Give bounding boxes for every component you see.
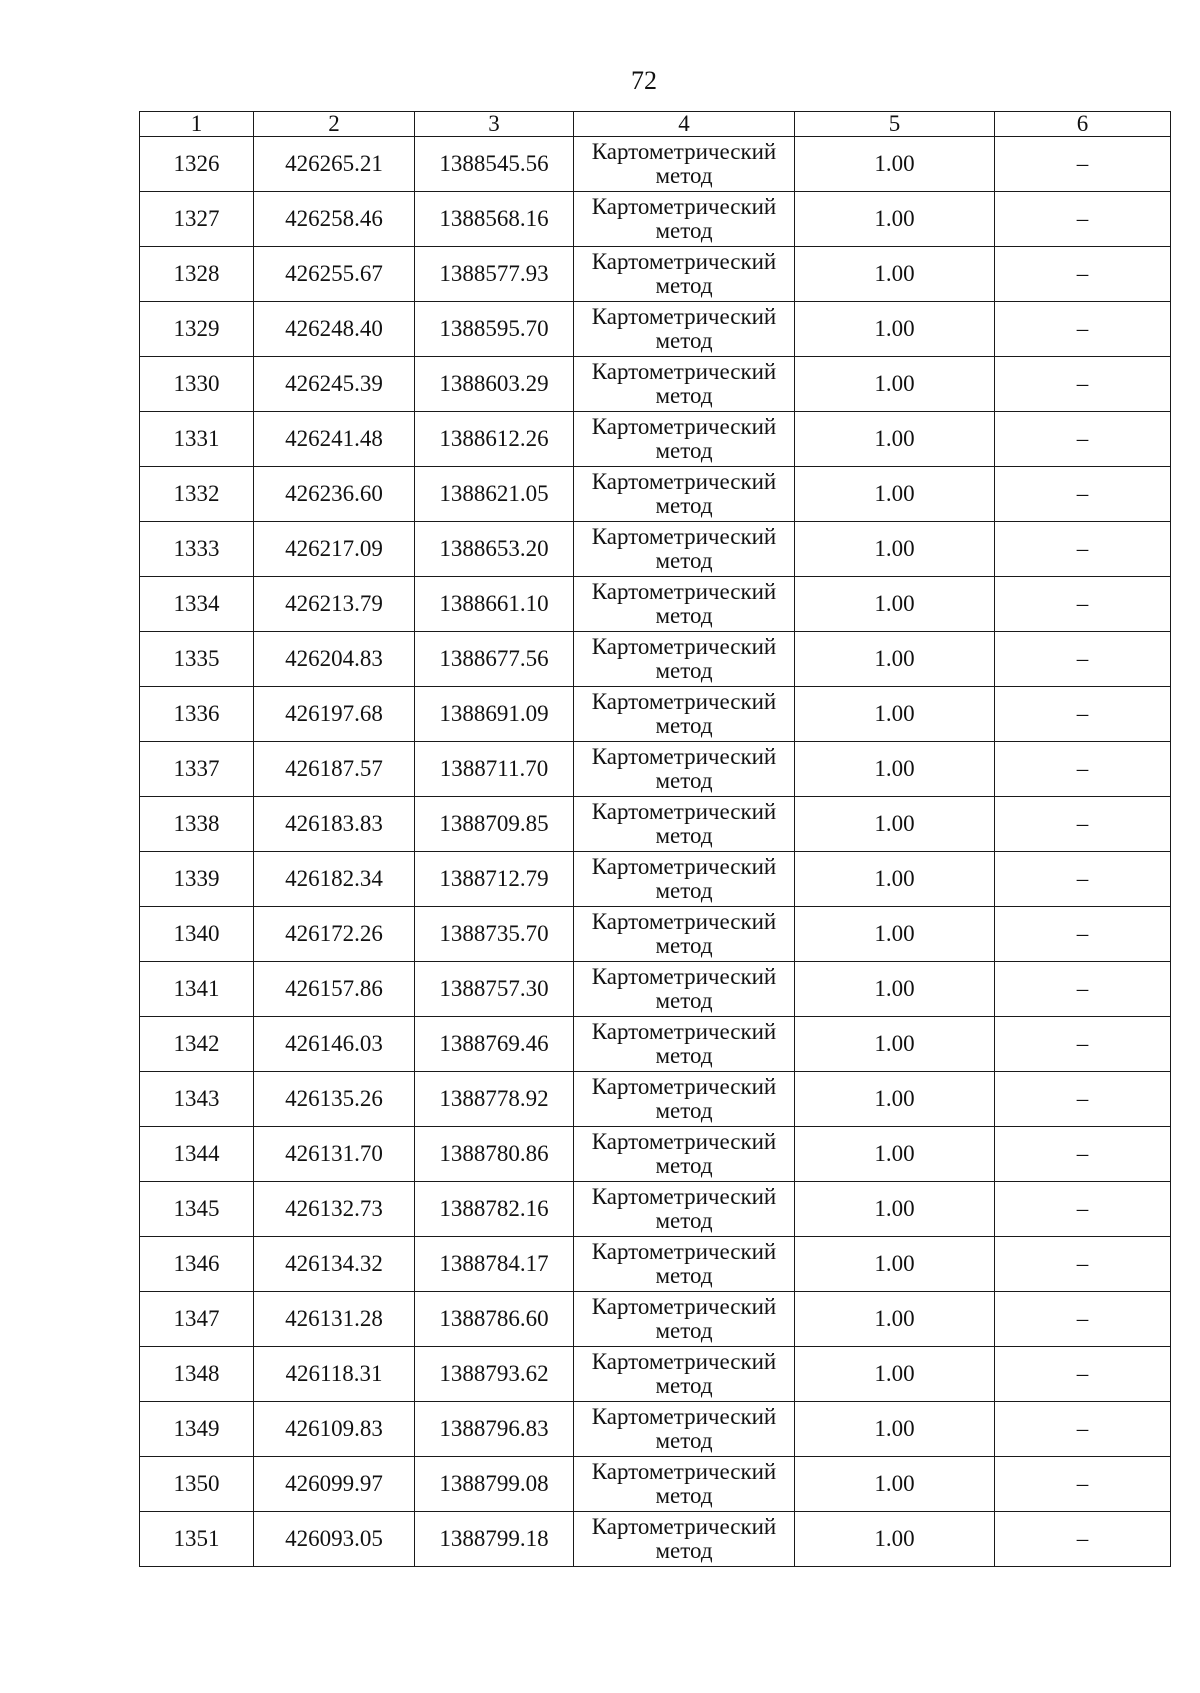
table-row [140,1072,1171,1127]
method-line-1: Картометрический [591,1459,777,1484]
method-line-1: Картометрический [591,1294,777,1319]
table-row [140,1292,1171,1347]
point-number-cell: 1349 [140,1402,254,1457]
point-number-cell: 1347 [140,1292,254,1347]
note-cell: – [995,412,1171,467]
y-coordinate-cell: 1388595.70 [415,302,574,357]
accuracy-cell: 1.00 [795,742,995,797]
x-coordinate-cell: 426217.09 [254,522,415,577]
method-line-2: метод [655,438,713,463]
y-coordinate-cell: 1388735.70 [415,907,574,962]
point-number-cell: 1326 [140,137,254,192]
table-row [140,797,1171,852]
point-number-cell: 1343 [140,1072,254,1127]
note-cell: – [995,687,1171,742]
table-row [140,412,1171,467]
method-cell [574,962,795,1017]
table-body [140,137,1171,1567]
table-row [140,522,1171,577]
note-cell: – [995,852,1171,907]
method-cell [574,1072,795,1127]
point-number-cell: 1341 [140,962,254,1017]
y-coordinate-cell: 1388712.79 [415,852,574,907]
accuracy-cell: 1.00 [795,797,995,852]
note-cell: – [995,1512,1171,1567]
method-line-2: метод [655,658,713,683]
method-line-1: Картометрический [591,689,777,714]
method-line-1: Картометрический [591,909,777,934]
method-cell [574,632,795,687]
accuracy-cell: 1.00 [795,962,995,1017]
column-header-4: 4 [574,112,795,137]
note-cell: – [995,1237,1171,1292]
x-coordinate-cell: 426236.60 [254,467,415,522]
note-cell: – [995,1182,1171,1237]
x-coordinate-cell: 426248.40 [254,302,415,357]
y-coordinate-cell: 1388793.62 [415,1347,574,1402]
note-cell: – [995,302,1171,357]
method-line-1: Картометрический [591,854,777,879]
y-coordinate-cell: 1388661.10 [415,577,574,632]
table-header [140,112,1171,137]
table-row [140,907,1171,962]
y-coordinate-cell: 1388612.26 [415,412,574,467]
x-coordinate-cell: 426132.73 [254,1182,415,1237]
y-coordinate-cell: 1388799.08 [415,1457,574,1512]
method-line-2: метод [655,823,713,848]
table-row [140,577,1171,632]
point-number-cell: 1348 [140,1347,254,1402]
accuracy-cell: 1.00 [795,247,995,302]
note-cell: – [995,742,1171,797]
method-line-1: Картометрический [591,1404,777,1429]
column-header-5: 5 [795,112,995,137]
y-coordinate-cell: 1388786.60 [415,1292,574,1347]
point-number-cell: 1329 [140,302,254,357]
table-row [140,687,1171,742]
x-coordinate-cell: 426118.31 [254,1347,415,1402]
accuracy-cell: 1.00 [795,907,995,962]
method-line-1: Картометрический [591,304,777,329]
method-line-2: метод [655,1208,713,1233]
method-line-2: метод [655,1538,713,1563]
method-line-2: метод [655,1043,713,1068]
x-coordinate-cell: 426245.39 [254,357,415,412]
method-line-2: метод [655,1318,713,1343]
method-line-2: метод [655,1373,713,1398]
method-cell [574,907,795,962]
header-row [140,112,1171,137]
x-coordinate-cell: 426135.26 [254,1072,415,1127]
accuracy-cell: 1.00 [795,577,995,632]
y-coordinate-cell: 1388577.93 [415,247,574,302]
method-line-1: Картометрический [591,1074,777,1099]
table-row [140,357,1171,412]
y-coordinate-cell: 1388603.29 [415,357,574,412]
note-cell: – [995,467,1171,522]
accuracy-cell: 1.00 [795,632,995,687]
method-line-1: Картометрический [591,744,777,769]
method-line-1: Картометрический [591,414,777,439]
accuracy-cell: 1.00 [795,522,995,577]
table-row [140,632,1171,687]
method-cell [574,302,795,357]
method-cell [574,1347,795,1402]
method-line-2: метод [655,493,713,518]
method-cell [574,1237,795,1292]
table-row [140,1512,1171,1567]
method-line-1: Картометрический [591,1514,777,1539]
column-header-1: 1 [140,112,254,137]
table-row [140,742,1171,797]
coordinates-table [139,111,1171,1567]
method-line-1: Картометрический [591,1019,777,1044]
point-number-cell: 1340 [140,907,254,962]
note-cell: – [995,1072,1171,1127]
x-coordinate-cell: 426093.05 [254,1512,415,1567]
method-line-2: метод [655,713,713,738]
note-cell: – [995,1402,1171,1457]
method-line-2: метод [655,988,713,1013]
note-cell: – [995,137,1171,192]
x-coordinate-cell: 426109.83 [254,1402,415,1457]
table-row [140,1347,1171,1402]
point-number-cell: 1335 [140,632,254,687]
note-cell: – [995,1457,1171,1512]
method-line-2: метод [655,768,713,793]
point-number-cell: 1346 [140,1237,254,1292]
x-coordinate-cell: 426197.68 [254,687,415,742]
method-cell [574,1017,795,1072]
column-header-6: 6 [995,112,1171,137]
table-row [140,1237,1171,1292]
x-coordinate-cell: 426183.83 [254,797,415,852]
accuracy-cell: 1.00 [795,412,995,467]
x-coordinate-cell: 426255.67 [254,247,415,302]
method-line-1: Картометрический [591,139,777,164]
method-cell [574,357,795,412]
table-row [140,247,1171,302]
method-cell [574,852,795,907]
point-number-cell: 1344 [140,1127,254,1182]
point-number-cell: 1330 [140,357,254,412]
accuracy-cell: 1.00 [795,357,995,412]
note-cell: – [995,577,1171,632]
note-cell: – [995,1017,1171,1072]
x-coordinate-cell: 426131.28 [254,1292,415,1347]
method-cell [574,467,795,522]
point-number-cell: 1350 [140,1457,254,1512]
method-cell [574,1182,795,1237]
method-line-1: Картометрический [591,1184,777,1209]
method-line-2: метод [655,1153,713,1178]
y-coordinate-cell: 1388691.09 [415,687,574,742]
point-number-cell: 1334 [140,577,254,632]
note-cell: – [995,192,1171,247]
note-cell: – [995,1347,1171,1402]
y-coordinate-cell: 1388653.20 [415,522,574,577]
note-cell: – [995,907,1171,962]
table-row [140,1017,1171,1072]
accuracy-cell: 1.00 [795,687,995,742]
column-header-3: 3 [415,112,574,137]
y-coordinate-cell: 1388709.85 [415,797,574,852]
method-line-2: метод [655,1483,713,1508]
method-line-2: метод [655,328,713,353]
y-coordinate-cell: 1388711.70 [415,742,574,797]
y-coordinate-cell: 1388757.30 [415,962,574,1017]
table-row [140,1182,1171,1237]
method-cell [574,1457,795,1512]
accuracy-cell: 1.00 [795,302,995,357]
method-cell [574,1402,795,1457]
x-coordinate-cell: 426182.34 [254,852,415,907]
table-row [140,852,1171,907]
method-line-1: Картометрический [591,964,777,989]
table-row [140,1402,1171,1457]
table-row [140,302,1171,357]
method-line-2: метод [655,1098,713,1123]
method-cell [574,522,795,577]
method-line-2: метод [655,1428,713,1453]
method-line-1: Картометрический [591,1239,777,1264]
point-number-cell: 1345 [140,1182,254,1237]
method-cell [574,412,795,467]
x-coordinate-cell: 426146.03 [254,1017,415,1072]
note-cell: – [995,357,1171,412]
note-cell: – [995,247,1171,302]
method-cell [574,1127,795,1182]
accuracy-cell: 1.00 [795,852,995,907]
accuracy-cell: 1.00 [795,1512,995,1567]
method-line-2: метод [655,548,713,573]
page-number: 72 [631,66,657,95]
x-coordinate-cell: 426099.97 [254,1457,415,1512]
point-number-cell: 1337 [140,742,254,797]
y-coordinate-cell: 1388780.86 [415,1127,574,1182]
point-number-cell: 1342 [140,1017,254,1072]
method-cell [574,247,795,302]
y-coordinate-cell: 1388568.16 [415,192,574,247]
method-cell [574,1292,795,1347]
point-number-cell: 1339 [140,852,254,907]
table-row [140,137,1171,192]
method-line-2: метод [655,933,713,958]
method-line-1: Картометрический [591,579,777,604]
y-coordinate-cell: 1388782.16 [415,1182,574,1237]
note-cell: – [995,962,1171,1017]
method-cell [574,577,795,632]
y-coordinate-cell: 1388621.05 [415,467,574,522]
accuracy-cell: 1.00 [795,467,995,522]
x-coordinate-cell: 426187.57 [254,742,415,797]
point-number-cell: 1351 [140,1512,254,1567]
table-row [140,192,1171,247]
note-cell: – [995,522,1171,577]
note-cell: – [995,1127,1171,1182]
column-header-2: 2 [254,112,415,137]
method-line-1: Картометрический [591,799,777,824]
method-cell [574,192,795,247]
note-cell: – [995,1292,1171,1347]
accuracy-cell: 1.00 [795,1127,995,1182]
method-line-1: Картометрический [591,1349,777,1374]
table-row [140,962,1171,1017]
accuracy-cell: 1.00 [795,1072,995,1127]
method-cell [574,742,795,797]
accuracy-cell: 1.00 [795,192,995,247]
x-coordinate-cell: 426172.26 [254,907,415,962]
point-number-cell: 1332 [140,467,254,522]
y-coordinate-cell: 1388784.17 [415,1237,574,1292]
accuracy-cell: 1.00 [795,1292,995,1347]
accuracy-cell: 1.00 [795,1182,995,1237]
x-coordinate-cell: 426157.86 [254,962,415,1017]
point-number-cell: 1336 [140,687,254,742]
method-line-1: Картометрический [591,1129,777,1154]
method-line-2: метод [655,1263,713,1288]
point-number-cell: 1327 [140,192,254,247]
x-coordinate-cell: 426134.32 [254,1237,415,1292]
point-number-cell: 1333 [140,522,254,577]
method-line-1: Картометрический [591,469,777,494]
y-coordinate-cell: 1388545.56 [415,137,574,192]
table-row [140,467,1171,522]
point-number-cell: 1338 [140,797,254,852]
accuracy-cell: 1.00 [795,1237,995,1292]
method-line-2: метод [655,273,713,298]
x-coordinate-cell: 426265.21 [254,137,415,192]
method-line-2: метод [655,878,713,903]
table-row [140,1127,1171,1182]
method-line-1: Картометрический [591,249,777,274]
method-cell [574,137,795,192]
x-coordinate-cell: 426213.79 [254,577,415,632]
x-coordinate-cell: 426241.48 [254,412,415,467]
method-cell [574,687,795,742]
y-coordinate-cell: 1388799.18 [415,1512,574,1567]
method-line-1: Картометрический [591,634,777,659]
accuracy-cell: 1.00 [795,1457,995,1512]
x-coordinate-cell: 426258.46 [254,192,415,247]
method-line-2: метод [655,218,713,243]
accuracy-cell: 1.00 [795,1017,995,1072]
accuracy-cell: 1.00 [795,137,995,192]
y-coordinate-cell: 1388769.46 [415,1017,574,1072]
method-line-1: Картометрический [591,359,777,384]
method-line-2: метод [655,383,713,408]
table-row [140,1457,1171,1512]
note-cell: – [995,632,1171,687]
point-number-cell: 1328 [140,247,254,302]
method-cell [574,1512,795,1567]
y-coordinate-cell: 1388677.56 [415,632,574,687]
method-line-2: метод [655,163,713,188]
accuracy-cell: 1.00 [795,1402,995,1457]
y-coordinate-cell: 1388778.92 [415,1072,574,1127]
x-coordinate-cell: 426131.70 [254,1127,415,1182]
method-line-1: Картометрический [591,194,777,219]
x-coordinate-cell: 426204.83 [254,632,415,687]
y-coordinate-cell: 1388796.83 [415,1402,574,1457]
method-line-1: Картометрический [591,524,777,549]
note-cell: – [995,797,1171,852]
method-line-2: метод [655,603,713,628]
point-number-cell: 1331 [140,412,254,467]
method-cell [574,797,795,852]
accuracy-cell: 1.00 [795,1347,995,1402]
